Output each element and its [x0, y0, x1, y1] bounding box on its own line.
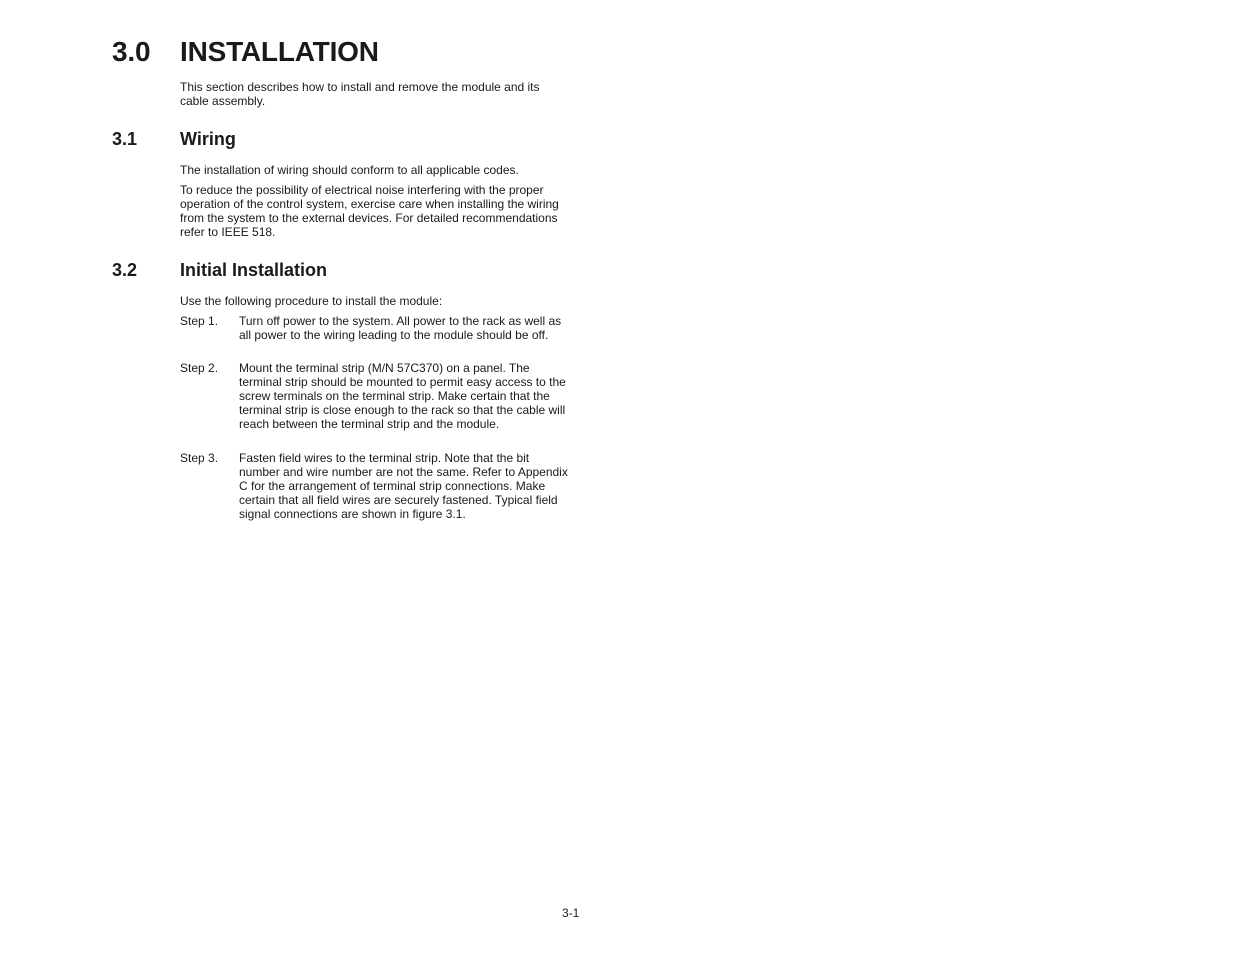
procedure-intro-paragraph: Use the following procedure to install the module: [180, 294, 443, 308]
wiring-paragraph-noise: To reduce the possibility of electrical noise interfering with the proper operation of the control system, exercise care when installing the wiring from the system to the external devices. For detailed recommendations refer to IEEE 518. [180, 183, 559, 239]
subsection-number: 3.2 [112, 260, 138, 280]
page-number: 3-1 [562, 906, 580, 920]
wiring-paragraph-codes: The installation of wiring should conform to all applicable codes. [180, 163, 519, 177]
step-label: Step 2. [180, 361, 219, 375]
section-number: 3.0 [112, 36, 151, 67]
step-label: Step 3. [180, 451, 219, 465]
step-text: Turn off power to the system. All power to the rack as well as all power to the wiring leading to the module should be off. [239, 314, 562, 342]
step-text: Fasten field wires to the terminal strip. Note that the bit number and wire number are not the same. Refer to Appendix C for the arrangement of terminal strip connections. Make certain that all field wires are securely fastened. Typical field signal connections are shown in figure 3.1. [239, 451, 568, 521]
subsection-title: Wiring [180, 129, 236, 149]
subsection-title: Initial Installation [180, 260, 328, 280]
step-label: Step 1. [180, 314, 219, 328]
subsection-number: 3.1 [112, 129, 138, 149]
step-text: Mount the terminal strip (M/N 57C370) on a panel. The terminal strip should be mounted to permit easy access to the screw terminals on the terminal strip. Make certain that the terminal strip is close enough to the rack so that the cable will reach between the terminal strip and the module. [239, 361, 566, 431]
section-title: INSTALLATION [180, 36, 379, 67]
section-intro-paragraph: This section describes how to install and remove the module and its cable assembly. [180, 80, 540, 108]
